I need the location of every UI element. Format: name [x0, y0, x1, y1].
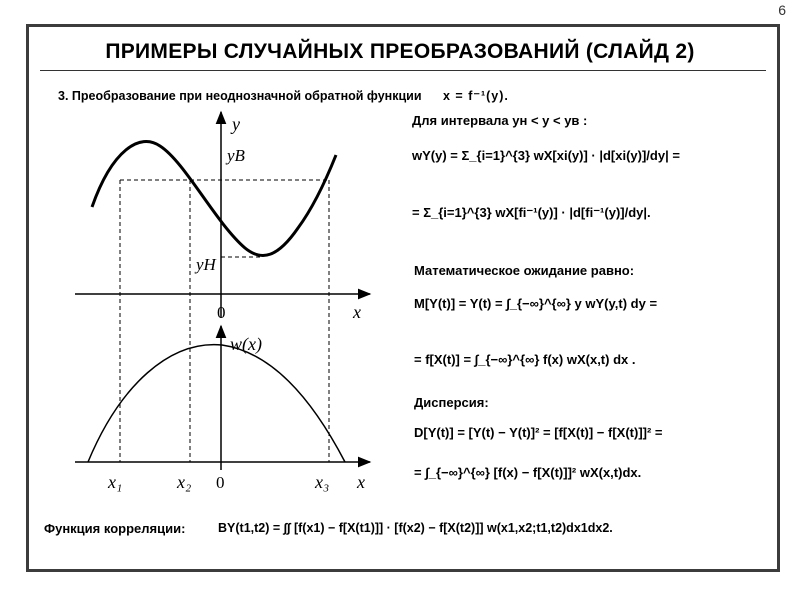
- density-formula-1: wY(y) = Σ_{i=1}^{3} wX[xi(y)] · |d[xi(y)]/dy| =: [412, 148, 680, 163]
- top-origin-label: 0: [217, 303, 226, 322]
- variance-formula-2: = ∫_{−∞}^{∞} [f(x) − f[X(t)]]² wX(x,t)dx.: [414, 465, 642, 480]
- top-x-label: x: [353, 302, 361, 322]
- bottom-x-label: x: [357, 472, 365, 492]
- density-formula-2: = Σ_{i=1}^{3} wX[fi⁻¹(y)] · |d[fi⁻¹(y)]/dy|.: [412, 205, 651, 220]
- correlation-formula: BY(t1,t2) = ∫∫ [f(x1) − f[X(t1)]] · [f(x2) − f[X(t2)]] w(x1,x2;t1,t2)dx1dx2.: [218, 521, 613, 535]
- variance-formula-1: D[Y(t)] = [Y(t) − Y(t)]² = [f[X(t)] − f[X(t)]]² =: [414, 425, 663, 440]
- y-upper-label: yВ: [227, 146, 245, 165]
- transform-curve: [92, 141, 336, 255]
- title-divider: [40, 70, 766, 71]
- subtitle-text: 3. Преобразование при неоднозначной обратной функции: [58, 89, 422, 103]
- graphs: [60, 108, 400, 500]
- bottom-origin-label: 0: [216, 473, 225, 492]
- x2-label: x₂: [177, 472, 192, 492]
- section-subtitle: [58, 88, 509, 103]
- x3-label: x₃: [315, 472, 330, 492]
- subtitle-formula: x = f⁻¹(y).: [443, 89, 509, 103]
- expectation-formula-1: M[Y(t)] = Y(t) = ∫_{−∞}^{∞} y wY(y,t) dy =: [414, 296, 658, 311]
- page-number: 6: [778, 2, 786, 18]
- x1-label: x₁: [108, 472, 123, 492]
- density-curve: [88, 345, 345, 462]
- y-lower-label: yН: [196, 255, 216, 274]
- bottom-y-label: w(x): [230, 334, 262, 354]
- variance-heading: Дисперсия:: [414, 395, 489, 410]
- correlation-label: Функция корреляции:: [44, 521, 186, 536]
- expectation-formula-2: = f[X(t)] = ∫_{−∞}^{∞} f(x) wX(x,t) dx .: [414, 352, 636, 367]
- slide-title: ПРИМЕРЫ СЛУЧАЙНЫХ ПРЕОБРАЗОВАНИЙ (СЛАЙД 2): [105, 40, 695, 63]
- top-y-label: y: [232, 114, 240, 134]
- expectation-heading: Математическое ожидание равно:: [414, 263, 635, 278]
- interval-heading: Для интервала yн < y < yв :: [412, 113, 588, 128]
